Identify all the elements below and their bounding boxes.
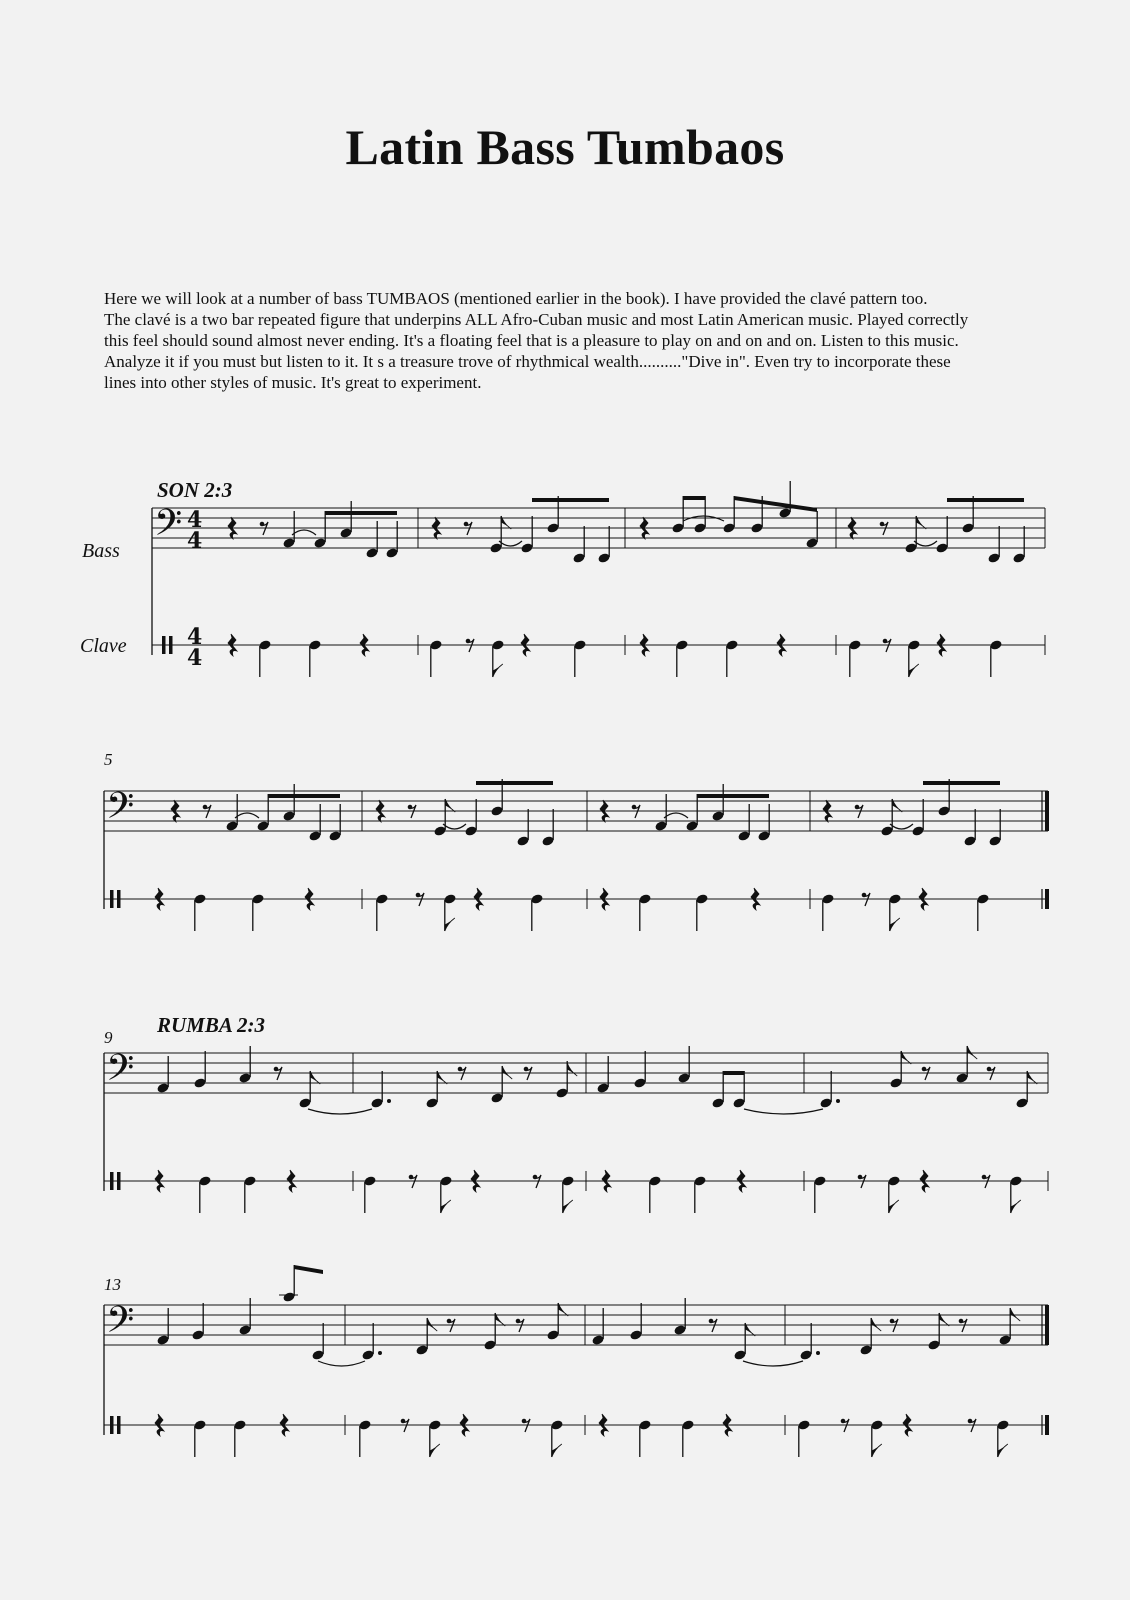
beam: [734, 496, 817, 512]
clave-hit: [725, 639, 738, 677]
note: [256, 794, 269, 832]
clave-hit: [530, 893, 543, 931]
note: [433, 799, 446, 837]
clave-hit: [198, 1175, 211, 1213]
dot: [387, 1099, 391, 1103]
page-title: Latin Bass Tumbaos: [345, 119, 785, 175]
note: [385, 521, 398, 559]
tie: [443, 824, 466, 829]
note: [988, 809, 1001, 847]
note: [425, 1071, 438, 1109]
clave-hit: [573, 639, 586, 677]
note: [889, 1051, 902, 1089]
note: [191, 1303, 204, 1341]
percussion-clef-icon: [117, 1416, 121, 1434]
note: [911, 799, 924, 837]
note-flag: [872, 1444, 882, 1457]
note: [282, 784, 295, 822]
percussion-clef-icon: [169, 636, 173, 654]
instrument-label-bass: Bass: [82, 540, 120, 562]
note: [238, 1046, 251, 1084]
clave-hit: [193, 893, 206, 931]
note: [654, 794, 667, 832]
clave-hit: [797, 1419, 810, 1457]
note-flag: [890, 918, 900, 931]
clave-hit: [693, 1175, 706, 1213]
note: [193, 1051, 206, 1089]
note: [722, 496, 735, 534]
note-flag: [430, 1444, 440, 1457]
note: [711, 1071, 724, 1109]
note: [677, 1046, 690, 1084]
note-flag: [493, 664, 503, 677]
note: [225, 794, 238, 832]
bass-clef-icon: 𝄢: [106, 1047, 135, 1098]
note-flag: [563, 1200, 573, 1213]
clave-hit: [638, 1419, 651, 1457]
note: [282, 1265, 295, 1303]
note: [464, 799, 477, 837]
note: [490, 1066, 503, 1104]
bass-clef-icon: 𝄢: [106, 1299, 135, 1350]
note: [732, 1071, 745, 1109]
clave-hit: [848, 639, 861, 677]
note: [156, 1308, 169, 1346]
beam: [476, 781, 553, 785]
note: [520, 516, 533, 554]
note: [597, 526, 610, 564]
note: [733, 1323, 746, 1361]
clave-hit: [675, 639, 688, 677]
note: [1012, 526, 1025, 564]
note: [339, 501, 352, 539]
note: [927, 1313, 940, 1351]
clave-hit: [976, 893, 989, 931]
note-flag: [998, 1444, 1008, 1457]
note: [572, 526, 585, 564]
note: [805, 511, 818, 549]
dot: [816, 1351, 820, 1355]
percussion-clef-icon: [117, 890, 121, 908]
note-flag: [441, 1200, 451, 1213]
time-signature-bottom: 4: [187, 528, 203, 554]
note: [311, 1323, 324, 1361]
note: [596, 1056, 609, 1094]
beam: [947, 498, 1024, 502]
bass-staff: [104, 1305, 1048, 1345]
dot: [378, 1351, 382, 1355]
final-barline: [1045, 791, 1049, 831]
bass-staff: [104, 791, 1048, 831]
note: [799, 1323, 812, 1361]
clave-hit: [681, 1419, 694, 1457]
tie: [499, 541, 522, 546]
clave-hit: [258, 639, 271, 677]
beam: [294, 1265, 323, 1274]
note-flag: [552, 1444, 562, 1457]
clave-hit: [648, 1175, 661, 1213]
clave-hit: [821, 893, 834, 931]
clave-hit: [375, 893, 388, 931]
note-flag: [567, 1063, 577, 1076]
tie: [744, 1109, 823, 1114]
tie: [664, 813, 688, 818]
beam: [325, 511, 397, 515]
note: [489, 516, 502, 554]
beam: [723, 1071, 744, 1075]
note: [685, 794, 698, 832]
note-flag: [1011, 1200, 1021, 1213]
note: [282, 511, 295, 549]
percussion-clef-icon: [162, 636, 166, 654]
note: [935, 516, 948, 554]
bass-clef-icon: 𝄢: [106, 785, 135, 836]
clave-hit: [308, 639, 321, 677]
note: [591, 1308, 604, 1346]
final-barline: [1045, 889, 1049, 909]
time-signature-top: 4: [187, 507, 203, 533]
tie: [292, 530, 316, 535]
note: [711, 784, 724, 822]
intro-line: this feel should sound almost never ending. It's a floating feel that is a pleasure to play on and on and on. Listen to this music.: [104, 331, 959, 350]
note: [880, 799, 893, 837]
clave-hit: [429, 639, 442, 677]
clave-hit: [243, 1175, 256, 1213]
note: [955, 1046, 968, 1084]
note: [238, 1298, 251, 1336]
note: [1015, 1071, 1028, 1109]
clave-hit: [233, 1419, 246, 1457]
beam: [268, 794, 340, 798]
note: [859, 1318, 872, 1356]
note: [987, 526, 1000, 564]
intro-line: Analyze it if you must but listen to it. It s a treasure trove of rhythmical wealth.........."Dive in". Even try to incorporate these: [104, 352, 951, 371]
beam: [923, 781, 1000, 785]
tie: [318, 1361, 365, 1366]
section-heading-rumba: RUMBA 2:3: [157, 1013, 265, 1037]
note: [673, 1298, 686, 1336]
note: [633, 1051, 646, 1089]
final-barline: [1045, 1305, 1049, 1345]
note: [904, 516, 917, 554]
clave-hit: [363, 1175, 376, 1213]
percussion-clef-icon: [110, 1172, 114, 1190]
note: [370, 1071, 383, 1109]
clave-hit: [193, 1419, 206, 1457]
note: [156, 1056, 169, 1094]
note: [516, 809, 529, 847]
note: [541, 809, 554, 847]
clave-hit: [358, 1419, 371, 1457]
note: [998, 1308, 1011, 1346]
instrument-label-clave: Clave: [80, 635, 127, 657]
note: [693, 496, 706, 534]
note: [361, 1323, 374, 1361]
note: [483, 1313, 496, 1351]
tie: [743, 1361, 803, 1366]
note: [819, 1071, 832, 1109]
intro-line: The clavé is a two bar repeated figure that underpins ALL Afro-Cuban music and most Latin American music. Played correctly: [104, 310, 969, 329]
beam: [697, 794, 769, 798]
tie: [914, 541, 937, 546]
bass-clef-icon: 𝄢: [154, 502, 183, 553]
clave-hit: [989, 639, 1002, 677]
time-signature-bottom: 4: [187, 645, 203, 671]
section-heading-son: SON 2:3: [157, 478, 233, 502]
beam: [532, 498, 609, 502]
note: [671, 496, 684, 534]
note: [737, 804, 750, 842]
note: [629, 1303, 642, 1341]
measure-number: 13: [104, 1275, 121, 1294]
percussion-clef-icon: [110, 1416, 114, 1434]
note: [546, 1303, 559, 1341]
dot: [836, 1099, 840, 1103]
note: [778, 481, 791, 519]
time-signature-top: 4: [187, 624, 203, 650]
tie: [308, 1109, 372, 1114]
clave-hit: [813, 1175, 826, 1213]
percussion-clef-icon: [117, 1172, 121, 1190]
note: [365, 521, 378, 559]
note: [308, 804, 321, 842]
clave-hit: [638, 893, 651, 931]
note: [415, 1318, 428, 1356]
intro-line: Here we will look at a number of bass TUMBAOS (mentioned earlier in the book). I have provided the clavé pattern too.: [104, 289, 928, 308]
percussion-clef-icon: [110, 890, 114, 908]
note-flag: [889, 1200, 899, 1213]
note-flag: [445, 918, 455, 931]
tie: [890, 824, 913, 829]
clave-hit: [695, 893, 708, 931]
note: [328, 804, 341, 842]
note: [757, 804, 770, 842]
clave-hit: [251, 893, 264, 931]
beam: [683, 496, 705, 500]
note: [555, 1061, 568, 1099]
tie: [235, 813, 259, 818]
final-barline: [1045, 1415, 1049, 1435]
note: [963, 809, 976, 847]
note: [313, 511, 326, 549]
measure-number: 9: [104, 1028, 113, 1047]
note: [298, 1071, 311, 1109]
note-flag: [909, 664, 919, 677]
bass-staff: [104, 1053, 1048, 1093]
intro-line: lines into other styles of music. It's great to experiment.: [104, 373, 482, 392]
measure-number: 5: [104, 750, 113, 769]
